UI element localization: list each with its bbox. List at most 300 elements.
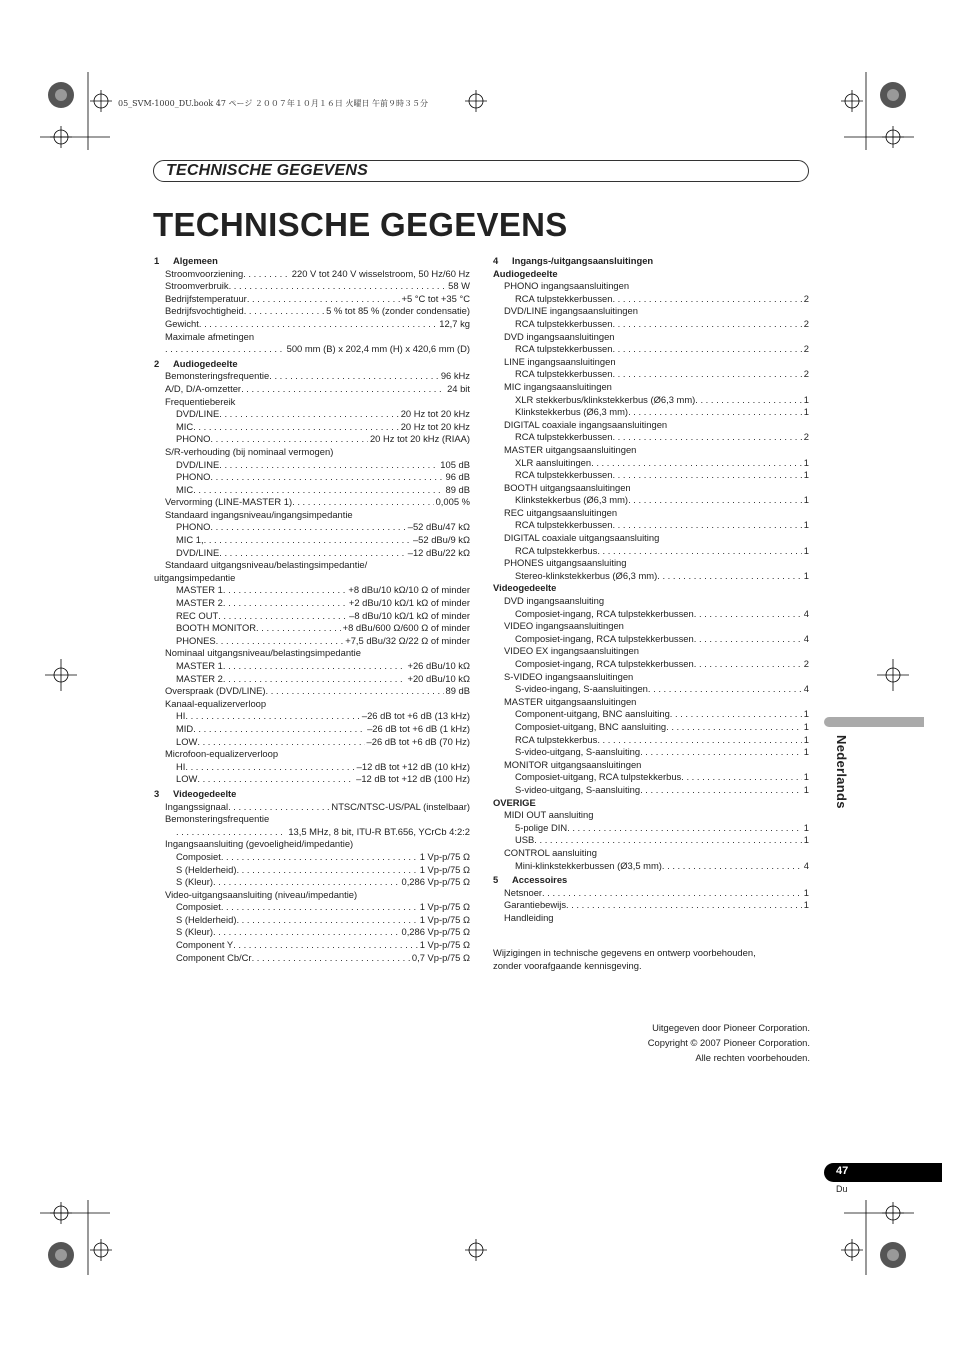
spec-label: XLR stekkerbus/klinkstekkerbus (Ø6,3 mm) bbox=[515, 393, 696, 405]
spec-value: 1 bbox=[803, 708, 809, 720]
section-title: Videogedeelte bbox=[173, 787, 237, 799]
spec-value: 2 bbox=[803, 431, 809, 443]
dot-leader bbox=[612, 343, 801, 356]
dot-leader bbox=[213, 876, 399, 889]
spec-row bbox=[493, 368, 809, 381]
section-title: Accessoires bbox=[512, 874, 568, 886]
spec-label: PHONO bbox=[176, 521, 211, 533]
dot-leader bbox=[694, 658, 802, 671]
spec-value: 1 bbox=[803, 746, 809, 758]
spec-value: 1 bbox=[803, 771, 809, 783]
dot-leader bbox=[210, 521, 405, 534]
spec-label: RCA tulpstekkerbussen bbox=[515, 292, 613, 304]
spec-group-label: DVD ingangsaansluiting bbox=[504, 595, 605, 607]
spec-group-label: uitgangsimpedantie bbox=[154, 571, 236, 583]
spec-row bbox=[493, 608, 809, 621]
spec-group-label: Maximale afmetingen bbox=[165, 330, 255, 342]
spec-value: 89 dB bbox=[445, 483, 470, 495]
spec-label: DVD/LINE bbox=[176, 546, 220, 558]
spec-label: MID bbox=[176, 722, 194, 734]
spec-row bbox=[154, 773, 470, 786]
spec-row bbox=[154, 761, 470, 774]
spec-value: 4 bbox=[803, 859, 809, 871]
spec-group-label: DVD ingangsaansluitingen bbox=[504, 330, 615, 342]
spec-label: Overspraak (DVD/LINE) bbox=[165, 685, 266, 697]
spec-label: Klinkstekkerbus (Ø6,3 mm) bbox=[515, 494, 629, 506]
spec-value: +26 dBu/10 kΩ bbox=[407, 660, 470, 671]
spec-row bbox=[154, 901, 470, 914]
spec-row bbox=[493, 394, 809, 407]
spec-row bbox=[154, 926, 470, 939]
spec-value: –26 dB tot +6 dB (13 kHz) bbox=[361, 710, 470, 722]
dot-leader bbox=[236, 864, 417, 877]
dot-leader bbox=[213, 926, 399, 939]
spec-label: MIC bbox=[176, 483, 194, 495]
spec-label: RCA tulpstekkerbussen bbox=[515, 343, 613, 355]
spec-row bbox=[154, 534, 470, 547]
spec-group-label: Standaard ingangsniveau/ingangsimpedantie bbox=[165, 508, 353, 520]
spec-value: 1 bbox=[803, 720, 809, 732]
spec-row bbox=[493, 343, 809, 356]
dot-leader bbox=[292, 496, 433, 509]
subsection-heading: Audiogedeelte bbox=[493, 267, 558, 279]
dot-leader bbox=[241, 383, 445, 396]
spec-label: Ingangssignaal bbox=[165, 800, 229, 812]
spec-row bbox=[493, 658, 809, 671]
spec-value: –12 dB tot +12 dB (100 Hz) bbox=[356, 773, 470, 785]
spec-value: 58 W bbox=[448, 280, 470, 292]
spec-value: 1 Vp-p/75 Ω bbox=[419, 913, 470, 925]
spec-value: –52 dBu/47 kΩ bbox=[407, 521, 470, 533]
spec-value: 1 bbox=[803, 821, 809, 833]
spec-label: S-video-uitgang, S-aansluiting bbox=[515, 746, 641, 758]
spec-label: MASTER 2 bbox=[176, 672, 223, 684]
spec-value: +7,5 dBu/32 Ω/22 Ω of minder bbox=[345, 634, 470, 646]
spec-value: 96 dB bbox=[445, 471, 470, 483]
dot-leader bbox=[612, 293, 801, 306]
dot-leader bbox=[199, 318, 437, 331]
spec-label: Mini-klinkstekkerbussen (Ø3,5 mm) bbox=[515, 859, 662, 871]
spec-value: 13,5 MHz, 8 bit, ITU-R BT.656, YCrCb 4:2:2 bbox=[288, 825, 470, 837]
spec-value: 0,005 % bbox=[435, 496, 470, 508]
dot-leader bbox=[210, 433, 368, 446]
spec-label: Stereo-klinkstekkerbus (Ø6,3 mm) bbox=[515, 569, 658, 581]
dot-leader bbox=[218, 610, 347, 623]
spec-row bbox=[493, 457, 809, 470]
spec-row bbox=[154, 293, 470, 306]
spec-value: 220 V tot 240 V wisselstroom, 50 Hz/60 Hz bbox=[291, 267, 470, 279]
spec-row bbox=[493, 519, 809, 532]
spec-row bbox=[493, 834, 809, 847]
dot-leader bbox=[216, 635, 344, 648]
spec-group-label: Standaard uitgangsniveau/belastingsimpedantie/ bbox=[165, 559, 368, 571]
spec-row bbox=[154, 685, 470, 698]
spec-label: HI bbox=[176, 760, 186, 772]
spec-row bbox=[154, 459, 470, 472]
dot-leader bbox=[640, 784, 802, 797]
spec-row bbox=[154, 547, 470, 560]
spec-label: DVD/LINE bbox=[176, 458, 220, 470]
spec-value: 4 bbox=[803, 683, 809, 695]
spec-value: 1 bbox=[803, 456, 809, 468]
spec-group-label: Microfoon-equalizerverloop bbox=[165, 748, 279, 760]
spec-value: 1 Vp-p/75 Ω bbox=[419, 850, 470, 862]
spec-value: 2 bbox=[803, 658, 809, 669]
spec-label: S (Kleur) bbox=[176, 926, 213, 938]
spec-row bbox=[493, 734, 809, 747]
section-number: 1 bbox=[154, 255, 160, 266]
dot-leader bbox=[681, 771, 802, 784]
spec-row bbox=[493, 771, 809, 784]
spec-row bbox=[154, 484, 470, 497]
section-header-bar bbox=[153, 160, 809, 182]
section-title: Ingangs-/uitgangsaansluitingen bbox=[512, 255, 654, 266]
spec-row bbox=[154, 496, 470, 509]
spec-row bbox=[154, 914, 470, 927]
spec-label: RCA tulpstekkerbussen bbox=[515, 469, 613, 481]
spec-group-label: MASTER uitgangsaansluitingen bbox=[504, 443, 637, 455]
spec-label: RCA tulpstekkerbus bbox=[515, 544, 598, 556]
dot-leader bbox=[628, 406, 802, 419]
spec-group-label: REC uitgangsaansluitingen bbox=[504, 506, 618, 518]
spec-row bbox=[493, 406, 809, 419]
dot-leader bbox=[612, 318, 801, 331]
spec-row bbox=[154, 801, 470, 814]
spec-row bbox=[493, 318, 809, 331]
spec-label: XLR aansluitingen bbox=[515, 456, 592, 468]
spec-row bbox=[154, 876, 470, 889]
spec-label: RCA tulpstekkerbussen bbox=[515, 431, 613, 443]
spec-group-label: DVD/LINE ingangsaansluitingen bbox=[504, 305, 638, 317]
dot-leader bbox=[185, 710, 359, 723]
spec-value: 20 Hz tot 20 kHz (RIAA) bbox=[369, 433, 470, 445]
spec-group-label: Ingangsaansluiting (gevoeligheid/impedantie) bbox=[165, 838, 354, 850]
language-label: Nederlands bbox=[834, 735, 849, 809]
spec-row bbox=[154, 268, 470, 281]
dot-leader bbox=[193, 421, 399, 434]
spec-row bbox=[493, 494, 809, 507]
spec-label: Component Y bbox=[176, 939, 234, 951]
spec-row bbox=[154, 471, 470, 484]
spec-row bbox=[493, 887, 809, 900]
spec-label: S-video-ingang, S-aansluitingen bbox=[515, 683, 648, 695]
section-number: 2 bbox=[154, 357, 160, 369]
spec-label: Vervorming (LINE-MASTER 1) bbox=[165, 496, 293, 508]
spec-row bbox=[154, 673, 470, 686]
spec-row bbox=[154, 318, 470, 331]
spec-label: A/D, D/A-omzetter bbox=[165, 382, 242, 394]
spec-row bbox=[493, 784, 809, 797]
spec-row bbox=[493, 860, 809, 873]
spec-row bbox=[154, 939, 470, 952]
dot-leader bbox=[219, 459, 438, 472]
spec-label: MIC bbox=[176, 420, 194, 432]
page-number-badge bbox=[824, 1163, 942, 1182]
spec-value: 1 Vp-p/75 Ω bbox=[419, 863, 470, 875]
dot-leader bbox=[233, 939, 418, 952]
spec-value: 24 bit bbox=[447, 382, 470, 394]
spec-label: LOW bbox=[176, 773, 198, 785]
spec-value: 1 bbox=[803, 886, 809, 898]
spec-group-label: DIGITAL coaxiale ingangsaansluitingen bbox=[504, 418, 668, 430]
page-number: 47 bbox=[836, 1165, 849, 1177]
spec-label: RCA tulpstekkerbussen bbox=[515, 368, 613, 380]
dot-leader bbox=[612, 368, 801, 381]
spec-value: 1 bbox=[803, 733, 809, 745]
spec-row bbox=[154, 635, 470, 648]
spec-label: Composiet-uitgang, BNC aansluiting bbox=[515, 720, 667, 732]
spec-value: 1 Vp-p/75 Ω bbox=[419, 939, 470, 951]
spec-row bbox=[154, 723, 470, 736]
spec-row bbox=[154, 584, 470, 597]
spec-column-right bbox=[493, 253, 809, 924]
spec-label: S-video-uitgang, S-aansluiting bbox=[515, 783, 641, 795]
dot-leader bbox=[612, 469, 801, 482]
spec-row bbox=[154, 622, 470, 635]
dot-leader bbox=[221, 851, 418, 864]
spec-value: 1 bbox=[803, 393, 809, 405]
spec-label: Composiet-ingang, RCA tulpstekkerbussen bbox=[515, 658, 694, 669]
spec-row bbox=[493, 431, 809, 444]
spec-group-label: MASTER uitgangsaansluitingen bbox=[504, 695, 637, 707]
dot-leader bbox=[256, 622, 341, 635]
dot-leader bbox=[197, 736, 364, 749]
dot-leader bbox=[648, 683, 802, 696]
spec-group-label: BOOTH uitgangsaansluitingen bbox=[504, 481, 631, 493]
spec-value: NTSC/NTSC-US/PAL (instelbaar) bbox=[331, 800, 470, 812]
spec-label: HI bbox=[176, 710, 186, 722]
spec-label: MASTER 1 bbox=[176, 660, 223, 671]
dot-leader bbox=[694, 608, 802, 621]
spec-row bbox=[493, 293, 809, 306]
dot-leader bbox=[612, 519, 801, 532]
spec-label: Composiet bbox=[176, 901, 221, 913]
spec-label: S (Helderheid) bbox=[176, 863, 237, 875]
spec-label: LOW bbox=[176, 735, 198, 747]
spec-label: Component-uitgang, BNC aansluiting bbox=[515, 708, 670, 720]
spec-row bbox=[493, 721, 809, 734]
dot-leader bbox=[197, 773, 354, 786]
publisher-line: Uitgegeven door Pioneer Corporation. bbox=[652, 1022, 810, 1033]
spec-label: Garantiebewijs bbox=[504, 899, 567, 911]
spec-group-label: PHONES uitgangsaansluiting bbox=[504, 557, 627, 569]
print-header: 05_SVM-1000_DU.book 47 ページ ２００７年１０月１６日 火曜日 午前９時３５分 bbox=[118, 99, 428, 108]
spec-value: –26 dB tot +6 dB (1 kHz) bbox=[367, 722, 470, 734]
spec-row bbox=[154, 610, 470, 623]
spec-value: 89 dB bbox=[445, 685, 470, 697]
spec-label: Stroomverbruik bbox=[165, 280, 229, 292]
spec-group-label: MONITOR uitgangsaansluitingen bbox=[504, 758, 642, 770]
spec-label: REC OUT bbox=[176, 609, 219, 621]
dot-leader bbox=[628, 494, 802, 507]
spec-group-label: MIDI OUT aansluiting bbox=[504, 809, 594, 821]
spec-label: RCA tulpstekkerbus bbox=[515, 733, 598, 745]
spec-row bbox=[154, 280, 470, 293]
spec-group-label: S/R-verhouding (bij nominaal vermogen) bbox=[165, 445, 334, 457]
spec-row bbox=[154, 433, 470, 446]
spec-row bbox=[493, 545, 809, 558]
spec-row bbox=[493, 633, 809, 646]
language-code: Du bbox=[836, 1184, 848, 1194]
page-title: TECHNISCHE GEGEVENS bbox=[153, 206, 568, 243]
spec-label: Gewicht bbox=[165, 317, 199, 329]
spec-value: –12 dB tot +12 dB (10 kHz) bbox=[356, 760, 470, 772]
dot-leader bbox=[185, 761, 354, 774]
spec-group-label: CONTROL aansluiting bbox=[504, 846, 597, 858]
dot-leader bbox=[566, 899, 802, 912]
spec-label: S (Kleur) bbox=[176, 876, 213, 888]
spec-label: USB bbox=[515, 834, 535, 846]
spec-label: Klinkstekkerbus (Ø6,3 mm) bbox=[515, 406, 629, 418]
spec-row bbox=[154, 736, 470, 749]
rights-line: Alle rechten voorbehouden. bbox=[695, 1052, 810, 1063]
spec-group-label: S-VIDEO ingangsaansluitingen bbox=[504, 670, 634, 682]
spec-value: 105 dB bbox=[440, 458, 470, 470]
language-tab bbox=[824, 717, 924, 727]
dot-leader bbox=[247, 293, 400, 306]
dot-leader bbox=[666, 721, 802, 734]
dot-leader bbox=[223, 597, 347, 610]
spec-value: –12 dBu/22 kΩ bbox=[407, 546, 470, 558]
spec-group-label: DIGITAL coaxiale uitgangsaansluiting bbox=[504, 532, 660, 544]
spec-value: 0,286 Vp-p/75 Ω bbox=[401, 876, 470, 888]
dot-leader bbox=[176, 826, 286, 839]
dot-leader bbox=[204, 534, 411, 547]
spec-column-left bbox=[154, 253, 470, 964]
dot-leader bbox=[670, 708, 802, 721]
spec-value: 1 Vp-p/75 Ω bbox=[419, 901, 470, 913]
spec-label: Composiet bbox=[176, 850, 221, 862]
spec-label: 5-polige DIN bbox=[515, 821, 568, 833]
spec-group-label: VIDEO ingangsaansluitingen bbox=[504, 620, 624, 632]
dot-leader bbox=[266, 685, 444, 698]
spec-value: 1 bbox=[803, 783, 809, 795]
dot-leader bbox=[695, 394, 802, 407]
section-number: 5 bbox=[493, 874, 499, 886]
spec-row bbox=[493, 822, 809, 835]
spec-label: S (Helderheid) bbox=[176, 913, 237, 925]
spec-label: Netsnoer bbox=[504, 886, 543, 898]
spec-group-label: Handleiding bbox=[504, 911, 554, 923]
dot-leader bbox=[591, 457, 802, 470]
spec-value: 1 bbox=[803, 834, 809, 846]
spec-label: RCA tulpstekkerbussen bbox=[515, 519, 613, 531]
spec-value: 1 bbox=[803, 544, 809, 556]
dot-leader bbox=[657, 570, 802, 583]
spec-row bbox=[154, 710, 470, 723]
spec-label: PHONES bbox=[176, 634, 216, 646]
dot-leader bbox=[244, 305, 324, 318]
spec-label: RCA tulpstekkerbussen bbox=[515, 317, 613, 329]
spec-value: 1 bbox=[803, 406, 809, 418]
spec-label: Composiet-uitgang, RCA tulpstekkerbus bbox=[515, 771, 682, 783]
footnote bbox=[493, 947, 823, 972]
spec-value: +5 °C tot +35 °C bbox=[401, 292, 470, 304]
dot-leader bbox=[165, 343, 285, 356]
publisher-info bbox=[648, 1020, 810, 1065]
dot-leader bbox=[597, 734, 801, 747]
dot-leader bbox=[229, 280, 447, 293]
spec-value: –26 dB tot +6 dB (70 Hz) bbox=[366, 735, 470, 747]
spec-value: 1 bbox=[803, 494, 809, 506]
spec-row bbox=[154, 343, 470, 356]
dot-leader bbox=[612, 431, 801, 444]
spec-row bbox=[154, 660, 470, 673]
dot-leader bbox=[236, 914, 417, 927]
subsection-heading: Videogedeelte bbox=[493, 582, 557, 594]
spec-row bbox=[154, 826, 470, 839]
section-heading bbox=[154, 358, 470, 371]
spec-row bbox=[493, 746, 809, 759]
spec-row bbox=[493, 708, 809, 721]
spec-group-label: PHONO ingangsaansluitingen bbox=[504, 280, 630, 292]
spec-group-label: MIC ingangsaansluitingen bbox=[504, 380, 612, 392]
section-title: Algemeen bbox=[173, 255, 218, 266]
spec-row bbox=[154, 421, 470, 434]
spec-group-label: Nominaal uitgangsniveau/belastingsimpedantie bbox=[165, 647, 361, 659]
section-heading bbox=[154, 255, 470, 268]
spec-value: 2 bbox=[803, 343, 809, 355]
spec-value: 5 % tot 85 % (zonder condensatie) bbox=[326, 305, 470, 317]
dot-leader bbox=[269, 370, 439, 383]
spec-row bbox=[493, 683, 809, 696]
spec-group-label: Bemonsteringsfrequentie bbox=[165, 813, 270, 825]
dot-leader bbox=[694, 633, 802, 646]
section-header-label: TECHNISCHE GEGEVENS bbox=[166, 162, 369, 179]
spec-group-label: VIDEO EX ingangsaansluitingen bbox=[504, 645, 639, 657]
spec-label: DVD/LINE bbox=[176, 408, 220, 420]
dot-leader bbox=[193, 723, 365, 736]
spec-value: 0,7 Vp-p/75 Ω bbox=[411, 951, 470, 963]
section-heading bbox=[154, 788, 470, 801]
spec-row bbox=[154, 851, 470, 864]
dot-leader bbox=[223, 660, 406, 673]
spec-value: 20 Hz tot 20 kHz bbox=[400, 408, 470, 420]
section-heading bbox=[493, 874, 809, 887]
spec-row bbox=[154, 370, 470, 383]
spec-value: –8 dBu/10 kΩ/1 kΩ of minder bbox=[349, 609, 470, 621]
spec-value: 12,7 kg bbox=[439, 317, 470, 329]
spec-label: Bedrijfstemperatuur bbox=[165, 292, 247, 304]
copyright-line: Copyright © 2007 Pioneer Corporation. bbox=[647, 1037, 810, 1048]
spec-value: 1 bbox=[803, 519, 809, 531]
spec-row bbox=[154, 597, 470, 610]
spec-label: Composiet-ingang, RCA tulpstekkerbussen bbox=[515, 632, 694, 644]
spec-value: 1 bbox=[803, 899, 809, 911]
spec-row bbox=[154, 521, 470, 534]
spec-value: 500 mm (B) x 202,4 mm (H) x 420,6 mm (D) bbox=[286, 343, 470, 355]
spec-label: Bemonsteringsfrequentie bbox=[165, 370, 270, 382]
dot-leader bbox=[219, 408, 398, 421]
spec-label: MASTER 2 bbox=[176, 597, 223, 609]
dot-leader bbox=[567, 822, 802, 835]
spec-value: 96 kHz bbox=[440, 370, 470, 382]
spec-group-label: LINE ingangsaansluitingen bbox=[504, 355, 616, 367]
section-title: Audiogedeelte bbox=[173, 357, 238, 369]
dot-leader bbox=[228, 801, 329, 814]
dot-leader bbox=[221, 901, 418, 914]
spec-label: MIC 1, bbox=[176, 534, 204, 546]
spec-label: MASTER 1 bbox=[176, 584, 223, 596]
spec-value: 2 bbox=[803, 368, 809, 380]
section-heading bbox=[493, 255, 809, 268]
spec-value: 4 bbox=[803, 632, 809, 644]
spec-group-label: Video-uitgangsaansluiting (niveau/impedantie) bbox=[165, 888, 358, 900]
spec-value: +8 dBu/600 Ω/600 Ω of minder bbox=[342, 622, 470, 634]
section-number: 3 bbox=[154, 787, 160, 799]
dot-leader bbox=[243, 268, 290, 281]
dot-leader bbox=[210, 471, 443, 484]
